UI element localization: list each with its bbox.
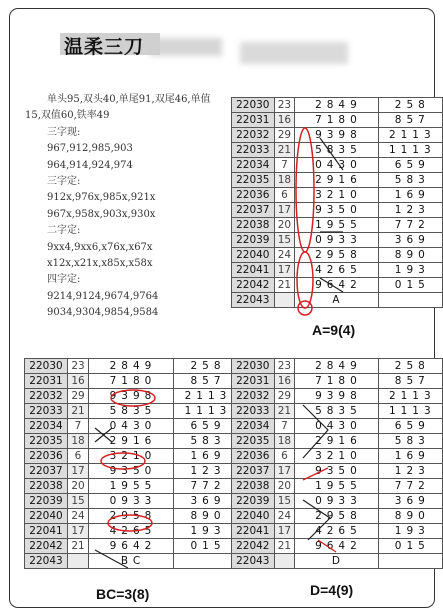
- draw-table-d: [231, 358, 443, 569]
- row-sum-cell: 21: [274, 404, 295, 419]
- row-main-digits: 0933: [89, 494, 174, 509]
- row-sum-cell: 6: [68, 449, 89, 464]
- row-extra-digits: 169: [378, 188, 442, 203]
- section-line: 9034,9304,9854,9584: [47, 307, 159, 319]
- table-row: [25, 419, 239, 434]
- table-row: [232, 389, 443, 404]
- row-extra-digits: 258: [378, 359, 442, 374]
- row-sum-cell: 16: [274, 374, 295, 389]
- section-line: 967x,958x,903x,930x: [47, 208, 156, 220]
- table-row: [232, 143, 443, 158]
- row-sum-cell: 20: [274, 218, 295, 233]
- row-extra-digits: 659: [378, 158, 442, 173]
- row-main-digits: 9350: [89, 464, 174, 479]
- row-main-digits: 5835: [295, 404, 378, 419]
- row-sum-cell: 23: [274, 359, 295, 374]
- row-extra-digits: [378, 554, 442, 569]
- row-extra-digits: 369: [174, 494, 239, 509]
- draw-table-a: [231, 97, 443, 308]
- row-sum-cell: [274, 293, 295, 308]
- row-id-cell: 22032: [25, 389, 68, 404]
- row-extra-digits: 857: [174, 374, 239, 389]
- row-main-digits: 5835: [295, 143, 378, 158]
- row-id-cell: 22030: [232, 98, 275, 113]
- row-main-digits: 3210: [89, 449, 174, 464]
- table-row: [232, 173, 443, 188]
- row-sum-cell: 29: [274, 389, 295, 404]
- row-sum-cell: 17: [274, 263, 295, 278]
- row-sum-cell: 15: [274, 233, 295, 248]
- row-extra-digits: 2113: [174, 389, 239, 404]
- row-main-digits: 3210: [295, 188, 378, 203]
- row-main-digits: 0933: [295, 233, 378, 248]
- row-sum-cell: 6: [274, 188, 295, 203]
- row-id-cell: 22033: [232, 404, 275, 419]
- row-sum-cell: 24: [274, 509, 295, 524]
- row-extra-digits: 123: [174, 464, 239, 479]
- row-sum-cell: [274, 554, 295, 569]
- row-id-cell: 22040: [232, 248, 275, 263]
- row-main-digits: 7180: [295, 374, 378, 389]
- table-row: [25, 374, 239, 389]
- row-id-cell: 22033: [232, 143, 275, 158]
- row-extra-digits: 1113: [378, 143, 442, 158]
- row-extra-digits: 772: [378, 218, 442, 233]
- blurred-watermark: [240, 42, 348, 64]
- row-main-digits: 1955: [295, 218, 378, 233]
- row-id-cell: 22037: [232, 203, 275, 218]
- table-row: [232, 404, 443, 419]
- row-extra-digits: 193: [174, 524, 239, 539]
- row-id-cell: 22030: [25, 359, 68, 374]
- row-sum-cell: 24: [274, 248, 295, 263]
- table-row: [232, 233, 443, 248]
- row-sum-cell: 21: [274, 539, 295, 554]
- row-extra-digits: 258: [378, 98, 442, 113]
- section-line: 9xx4,9xx6,x76x,x67x: [47, 241, 153, 253]
- row-id-cell: 22041: [232, 524, 275, 539]
- row-extra-digits: 1113: [378, 404, 442, 419]
- row-sum-cell: 21: [274, 278, 295, 293]
- caption-a: A=9(4): [312, 322, 356, 338]
- row-sum-cell: 17: [68, 464, 89, 479]
- section-line: 9214,9124,9674,9764: [47, 290, 159, 302]
- row-main-digits: 2958: [295, 509, 378, 524]
- row-id-cell: 22039: [25, 494, 68, 509]
- row-main-digits: 1955: [295, 479, 378, 494]
- row-sum-cell: 16: [68, 374, 89, 389]
- row-id-cell: 22039: [232, 494, 275, 509]
- row-main-digits: 0430: [89, 419, 174, 434]
- table-row: [232, 554, 443, 569]
- row-main-digits: 4265: [89, 524, 174, 539]
- row-extra-digits: 583: [174, 434, 239, 449]
- row-extra-digits: 890: [378, 248, 442, 263]
- row-sum-cell: 7: [274, 419, 295, 434]
- row-id-cell: 22035: [232, 173, 275, 188]
- row-sum-cell: 23: [274, 98, 295, 113]
- table-row: [232, 293, 443, 308]
- row-extra-digits: 169: [378, 449, 442, 464]
- table-row: [232, 113, 443, 128]
- row-sum-cell: 15: [274, 494, 295, 509]
- table-row: [25, 434, 239, 449]
- row-main-digits: 2958: [89, 509, 174, 524]
- row-sum-cell: 21: [274, 143, 295, 158]
- table-row: [232, 128, 443, 143]
- table-row: [25, 539, 239, 554]
- row-extra-digits: 659: [378, 419, 442, 434]
- row-id-cell: 22035: [25, 434, 68, 449]
- row-extra-digits: 015: [378, 278, 442, 293]
- row-main-digits: 2849: [89, 359, 174, 374]
- table-row: [232, 218, 443, 233]
- row-id-cell: 22037: [25, 464, 68, 479]
- row-main-digits: 9350: [295, 464, 378, 479]
- row-id-cell: 22040: [25, 509, 68, 524]
- section-heading: 三字现:: [47, 126, 81, 138]
- row-main-digits: A: [295, 293, 378, 308]
- blurred-subtitle: [150, 38, 222, 56]
- row-main-digits: 4265: [295, 263, 378, 278]
- row-main-digits: D: [295, 554, 378, 569]
- table-row: [25, 479, 239, 494]
- row-sum-cell: 17: [274, 203, 295, 218]
- section-heading: 三字定:: [47, 176, 81, 188]
- row-extra-digits: 169: [174, 449, 239, 464]
- row-main-digits: 2849: [295, 359, 378, 374]
- row-main-digits: 5835: [89, 404, 174, 419]
- row-sum-cell: 17: [68, 524, 89, 539]
- table-row: [25, 554, 239, 569]
- row-id-cell: 22043: [232, 554, 275, 569]
- table-row: [232, 434, 443, 449]
- row-extra-digits: 369: [378, 494, 442, 509]
- row-extra-digits: 193: [378, 524, 442, 539]
- row-sum-cell: 24: [68, 509, 89, 524]
- row-id-cell: 22043: [25, 554, 68, 569]
- row-extra-digits: 2113: [378, 389, 442, 404]
- table-row: [232, 248, 443, 263]
- row-id-cell: 22036: [232, 188, 275, 203]
- row-id-cell: 22040: [232, 509, 275, 524]
- row-extra-digits: 193: [378, 263, 442, 278]
- row-id-cell: 22037: [232, 464, 275, 479]
- row-main-digits: 9350: [295, 203, 378, 218]
- table-row: [25, 404, 239, 419]
- row-sum-cell: 15: [68, 494, 89, 509]
- row-id-cell: 22036: [25, 449, 68, 464]
- row-extra-digits: 015: [174, 539, 239, 554]
- row-sum-cell: 29: [274, 128, 295, 143]
- row-sum-cell: 17: [274, 524, 295, 539]
- row-main-digits: 0933: [295, 494, 378, 509]
- row-main-digits: 2916: [295, 434, 378, 449]
- row-extra-digits: 369: [378, 233, 442, 248]
- row-id-cell: 22034: [25, 419, 68, 434]
- row-sum-cell: 7: [274, 158, 295, 173]
- row-sum-cell: [68, 554, 89, 569]
- row-extra-digits: 1113: [174, 404, 239, 419]
- row-sum-cell: 18: [274, 434, 295, 449]
- table-row: [232, 188, 443, 203]
- row-id-cell: 22034: [232, 158, 275, 173]
- table-row: [232, 464, 443, 479]
- row-extra-digits: 890: [378, 509, 442, 524]
- table-row: [232, 479, 443, 494]
- table-row: [232, 263, 443, 278]
- table-row: [232, 158, 443, 173]
- row-sum-cell: 23: [68, 359, 89, 374]
- row-sum-cell: 21: [68, 404, 89, 419]
- row-extra-digits: 123: [378, 464, 442, 479]
- row-main-digits: 2916: [89, 434, 174, 449]
- row-sum-cell: 16: [274, 113, 295, 128]
- row-id-cell: 22043: [232, 293, 275, 308]
- table-row: [232, 509, 443, 524]
- row-sum-cell: 29: [68, 389, 89, 404]
- row-id-cell: 22041: [232, 263, 275, 278]
- row-main-digits: 4265: [295, 524, 378, 539]
- table-row: [232, 539, 443, 554]
- page-title: 温柔三刀: [64, 36, 145, 58]
- row-id-cell: 22035: [232, 434, 275, 449]
- row-id-cell: 22042: [232, 539, 275, 554]
- row-extra-digits: 258: [174, 359, 239, 374]
- row-main-digits: 7180: [295, 113, 378, 128]
- row-id-cell: 22031: [25, 374, 68, 389]
- row-main-digits: 2849: [295, 98, 378, 113]
- row-main-digits: BC: [89, 554, 174, 569]
- row-extra-digits: 772: [378, 479, 442, 494]
- section-line: x12x,x21x,x85x,x58x: [47, 258, 153, 270]
- table-row: [232, 203, 443, 218]
- row-extra-digits: [378, 293, 442, 308]
- row-main-digits: 2958: [295, 248, 378, 263]
- row-extra-digits: 772: [174, 479, 239, 494]
- table-row: [232, 278, 443, 293]
- row-sum-cell: 7: [68, 419, 89, 434]
- table-row: [25, 464, 239, 479]
- row-sum-cell: 20: [274, 479, 295, 494]
- row-extra-digits: 2113: [378, 128, 442, 143]
- row-id-cell: 22032: [232, 128, 275, 143]
- row-sum-cell: 17: [274, 464, 295, 479]
- table-row: [25, 389, 239, 404]
- row-id-cell: 22038: [25, 479, 68, 494]
- row-extra-digits: 583: [378, 434, 442, 449]
- section-line: 967,912,985,903: [47, 143, 133, 155]
- caption-bc: BC=3(8): [96, 586, 150, 602]
- row-extra-digits: 857: [378, 113, 442, 128]
- info-block: [25, 92, 225, 322]
- caption-d: D=4(9): [310, 582, 354, 598]
- row-main-digits: 0430: [295, 419, 378, 434]
- row-id-cell: 22032: [232, 389, 275, 404]
- table-row: [232, 419, 443, 434]
- section-heading: 二字定:: [47, 225, 81, 237]
- table-row: [232, 449, 443, 464]
- row-extra-digits: 583: [378, 173, 442, 188]
- row-id-cell: 22031: [232, 113, 275, 128]
- row-id-cell: 22034: [232, 419, 275, 434]
- row-id-cell: 22042: [232, 278, 275, 293]
- row-main-digits: 9642: [89, 539, 174, 554]
- row-main-digits: 9398: [295, 128, 378, 143]
- section-heading: 四字定:: [47, 274, 81, 286]
- table-row: [25, 509, 239, 524]
- section-line: 912x,976x,985x,921x: [47, 192, 156, 204]
- row-sum-cell: 21: [68, 539, 89, 554]
- row-id-cell: 22038: [232, 218, 275, 233]
- row-id-cell: 22038: [232, 479, 275, 494]
- row-id-cell: 22031: [232, 374, 275, 389]
- row-extra-digits: 123: [378, 203, 442, 218]
- row-main-digits: 7180: [89, 374, 174, 389]
- draw-table-bc: [24, 358, 239, 569]
- row-main-digits: 2916: [295, 173, 378, 188]
- row-extra-digits: 015: [378, 539, 442, 554]
- row-main-digits: 9642: [295, 539, 378, 554]
- row-id-cell: 22039: [232, 233, 275, 248]
- table-row: [25, 524, 239, 539]
- row-main-digits: 1955: [89, 479, 174, 494]
- table-row: [232, 98, 443, 113]
- row-extra-digits: 659: [174, 419, 239, 434]
- table-row: [25, 494, 239, 509]
- row-extra-digits: 890: [174, 509, 239, 524]
- row-id-cell: 22036: [232, 449, 275, 464]
- row-sum-cell: 20: [68, 479, 89, 494]
- row-main-digits: 9398: [89, 389, 174, 404]
- row-main-digits: 3210: [295, 449, 378, 464]
- row-sum-cell: 18: [68, 434, 89, 449]
- table-row: [232, 359, 443, 374]
- stats-line: 单头95,双头40,单尾91,双尾46,单值15,双值60,铁率49: [25, 94, 211, 122]
- section-line: 964,914,924,974: [47, 159, 133, 171]
- row-id-cell: 22030: [232, 359, 275, 374]
- table-row: [232, 524, 443, 539]
- table-row: [232, 494, 443, 509]
- table-row: [25, 359, 239, 374]
- row-extra-digits: 857: [378, 374, 442, 389]
- row-id-cell: 22033: [25, 404, 68, 419]
- row-id-cell: 22041: [25, 524, 68, 539]
- row-sum-cell: 6: [274, 449, 295, 464]
- row-main-digits: 9398: [295, 389, 378, 404]
- row-main-digits: 9642: [295, 278, 378, 293]
- row-id-cell: 22042: [25, 539, 68, 554]
- row-sum-cell: 18: [274, 173, 295, 188]
- row-extra-digits: [174, 554, 239, 569]
- row-main-digits: 0430: [295, 158, 378, 173]
- table-row: [25, 449, 239, 464]
- table-row: [232, 374, 443, 389]
